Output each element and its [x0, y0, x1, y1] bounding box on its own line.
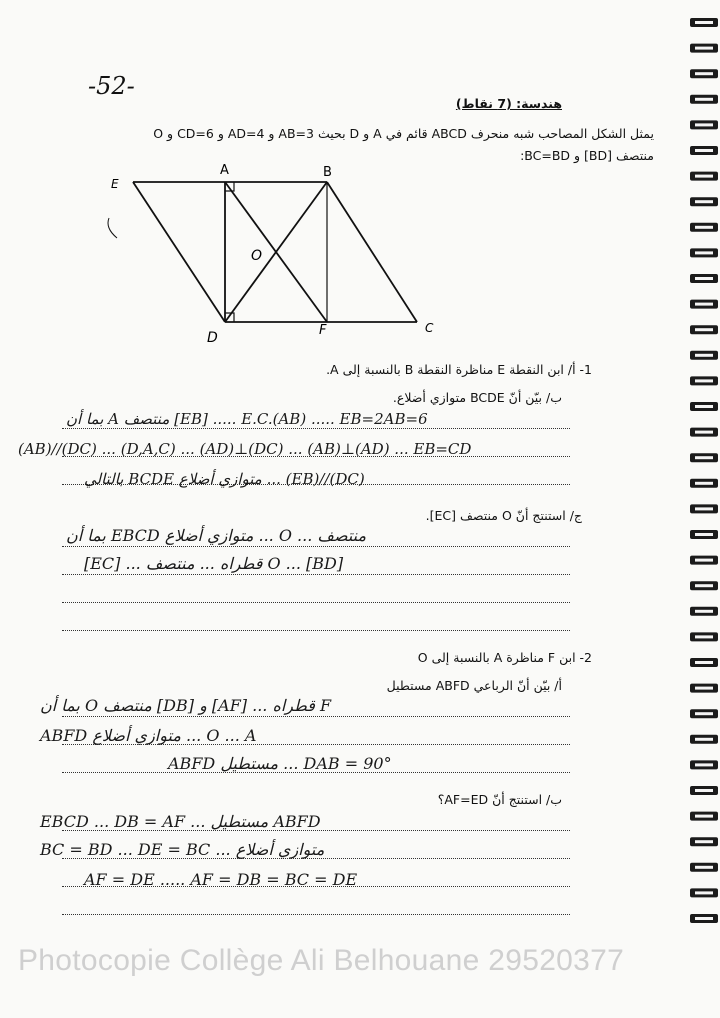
- label-E: E: [111, 177, 119, 191]
- spiral-ring-highlight: [695, 405, 713, 408]
- spiral-ring-highlight: [695, 149, 713, 152]
- spiral-ring-highlight: [695, 789, 713, 792]
- spiral-binding: [686, 10, 720, 940]
- spiral-ring-highlight: [695, 635, 713, 638]
- answer-line: [62, 574, 570, 575]
- page-number: -52-: [88, 72, 135, 100]
- intro-line-1: يمثل الشكل المصاحب شبه منحرف ABCD قائم في A و D بحيث AB=3 و AD=4 و CD=6 و O: [153, 126, 654, 141]
- spiral-ring-highlight: [695, 687, 713, 690]
- spiral-ring-highlight: [695, 584, 713, 587]
- spiral-ring-highlight: [695, 763, 713, 766]
- spiral-ring-highlight: [695, 559, 713, 562]
- q1-b-answer-3: بالتالي BCDE متوازي أضلاع ... (EB)//(DC): [84, 470, 365, 488]
- spiral-ring-highlight: [695, 328, 713, 331]
- spiral-ring-highlight: [695, 866, 713, 869]
- spiral-ring-highlight: [695, 456, 713, 459]
- label-A: A: [220, 163, 229, 178]
- spiral-ring-highlight: [695, 98, 713, 101]
- spiral-ring-highlight: [695, 251, 713, 254]
- spiral-ring-highlight: [695, 277, 713, 280]
- label-C: C: [425, 321, 434, 335]
- spiral-ring-highlight: [695, 47, 713, 50]
- q2-b-answer-2: BC = BD ... DE = BC ... متوازي أضلاع: [40, 840, 325, 859]
- geometry-figure: [95, 158, 455, 348]
- spiral-ring-highlight: [695, 712, 713, 715]
- spiral-ring-highlight: [695, 610, 713, 613]
- spiral-ring-highlight: [695, 840, 713, 843]
- answer-line: [62, 602, 570, 603]
- spiral-ring-highlight: [695, 891, 713, 894]
- q2-b: ب/ استنتج أنّ AF=ED؟: [437, 792, 562, 807]
- spiral-ring-highlight: [695, 917, 713, 920]
- q2-b-answer-3: AF = DE ..... AF = DB = BC = DE: [84, 870, 358, 889]
- q2-a-answer-1: بما أن O منتصف [DB] و [AF] ... قطراه F: [40, 696, 332, 715]
- q1-c-answer-2: [EC] ... قطراه ... منتصف O ... [BD]: [84, 554, 344, 573]
- spiral-ring-highlight: [695, 72, 713, 75]
- q1-b-answer-2: (AB)//(DC) ... (D,A,C) ... (AD)⊥(DC) ... (AB)⊥(AD) ... EB=CD: [18, 440, 472, 458]
- segment-BC: [327, 182, 417, 322]
- spiral-ring-highlight: [695, 661, 713, 664]
- spiral-ring-highlight: [695, 123, 713, 126]
- spiral-ring-highlight: [695, 431, 713, 434]
- spiral-ring-highlight: [695, 507, 713, 510]
- spiral-ring-highlight: [695, 226, 713, 229]
- q2-title: 2- ابن F مناظرة A بالنسبة إلى O: [417, 650, 592, 665]
- answer-line: [62, 630, 570, 631]
- q1-a: 1- أ/ ابن النقطة E مناظرة النقطة B بالنسبة إلى A.: [326, 362, 592, 377]
- q2-a-answer-2: ABFD متوازي أضلاع ... O ... A: [40, 726, 257, 745]
- section-title: هندسة: (7 نقاط): [455, 96, 562, 111]
- answer-line: [62, 428, 570, 429]
- label-O: O: [251, 248, 263, 264]
- spiral-ring-highlight: [695, 815, 713, 818]
- q1-c-answer-1: بما أن EBCD متوازي أضلاع ... O ... منتصف: [66, 526, 367, 545]
- intro-line-2: منتصف [BD] و BC=BD:: [520, 148, 654, 163]
- spiral-ring-highlight: [695, 200, 713, 203]
- photocopy-watermark: Photocopie Collège Ali Belhouane 29520377: [18, 944, 625, 977]
- spiral-ring-highlight: [695, 354, 713, 357]
- label-B: B: [323, 165, 332, 180]
- arc-mark: [108, 218, 117, 238]
- spiral-ring-highlight: [695, 533, 713, 536]
- label-F: F: [319, 323, 327, 338]
- q2-a: أ/ بيّن أنّ الرباعي ABFD مستطيل: [386, 678, 562, 693]
- spiral-ring-highlight: [695, 738, 713, 741]
- answer-line: [62, 914, 570, 915]
- spiral-ring-highlight: [695, 303, 713, 306]
- q1-b-answer-1: بما أن A منتصف [EB] ..... E.C.(AB) ..... EB=2AB=6: [66, 410, 428, 428]
- q1-c: ج/ استنتج أنّ O منتصف [EC].: [425, 508, 582, 523]
- label-D: D: [207, 330, 218, 346]
- spiral-ring-highlight: [695, 175, 713, 178]
- q2-a-answer-3: ABFD مستطيل ... DAB = 90°: [168, 754, 392, 773]
- answer-line: [62, 546, 570, 547]
- spiral-ring-highlight: [695, 482, 713, 485]
- spiral-ring-highlight: [695, 21, 713, 24]
- q2-b-answer-1: EBCD ... DB = AF ... مستطيل ABFD: [40, 812, 321, 831]
- spiral-ring-highlight: [695, 379, 713, 382]
- q1-b: ب/ بيّن أنّ BCDE متوازي أضلاع.: [392, 390, 562, 405]
- answer-line: [62, 716, 570, 717]
- segment-ED: [133, 182, 225, 322]
